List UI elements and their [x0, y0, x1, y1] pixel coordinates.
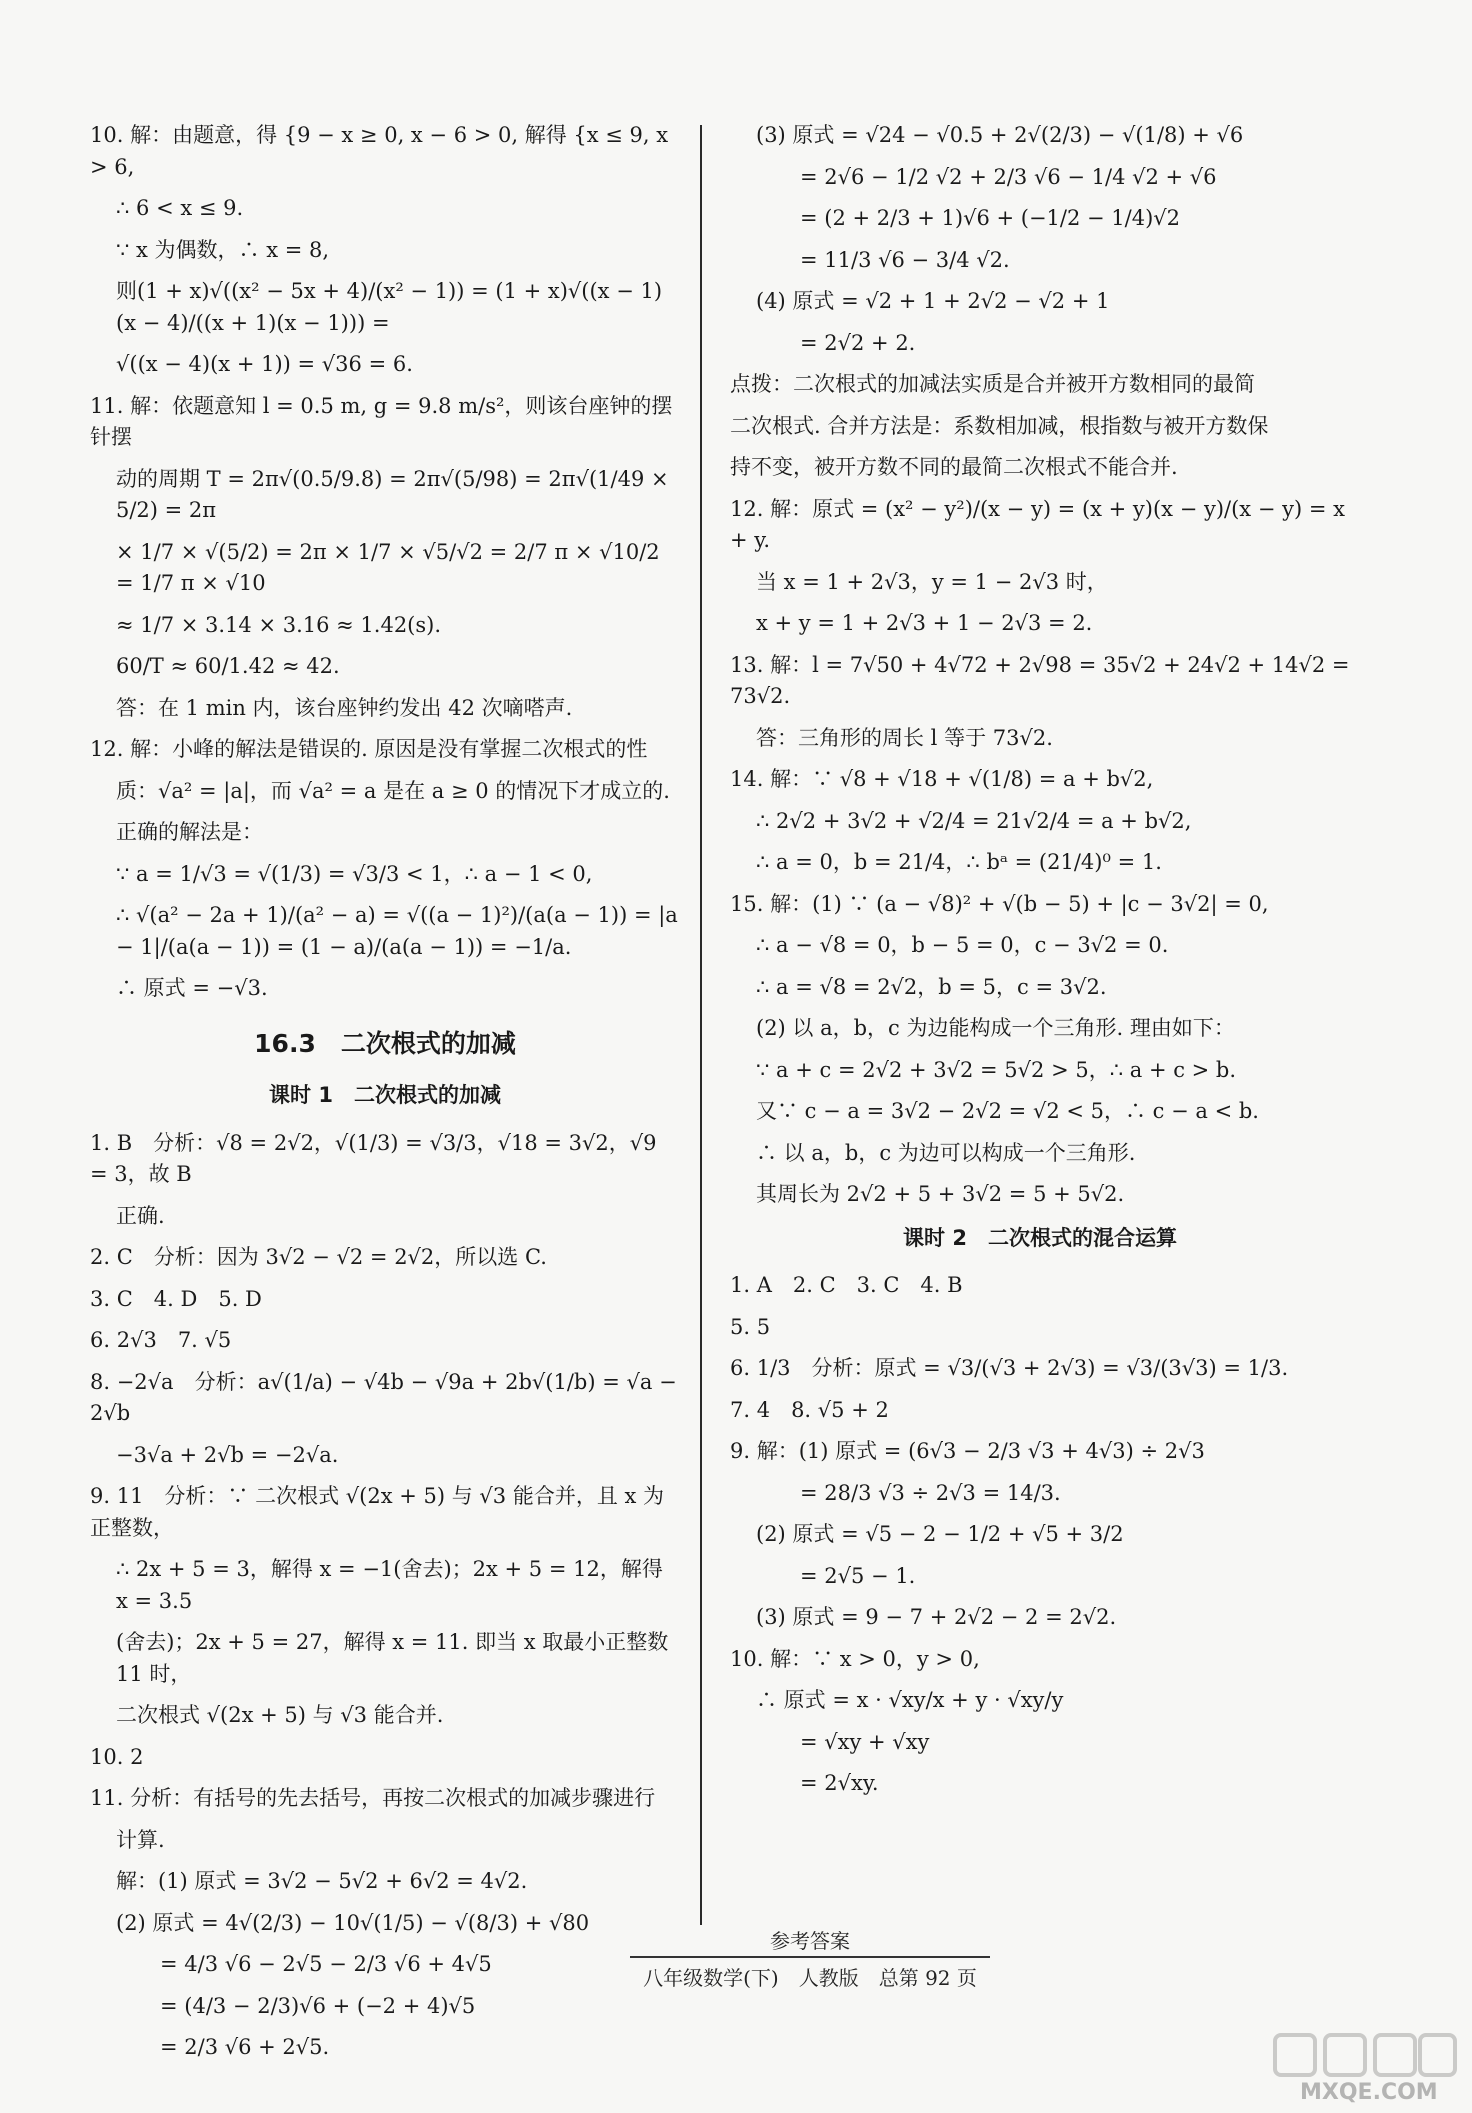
page-footer: [630, 1925, 990, 1991]
right-line: = 28/3 √3 ÷ 2√3 = 14/3.: [800, 1480, 1061, 1505]
left-column: [90, 120, 680, 2074]
right-line: ∴ a = √8 = 2√2，b = 5，c = 3√2.: [756, 974, 1107, 999]
left-line: ∵ x 为偶数，∴ x = 8,: [116, 237, 330, 262]
right-line: = (2 + 2/3 + 1)√6 + (−1/2 − 1/4)√2: [800, 206, 1181, 230]
left-line: ∴ √(a² − 2a + 1)/(a² − a) = √((a − 1)²)/(a(a − 1)) = |a − 1|/(a(a − 1)) = (1 − a)/(a(a − 1)) = −1/a.: [116, 903, 678, 959]
right-line: ∴ a = 0，b = 21/4，∴ bᵃ = (21/4)⁰ = 1.: [756, 850, 1162, 874]
left-line: 答：在 1 min 内，该台座钟约发出 42 次嘀嗒声.: [116, 695, 573, 720]
left-line: = 4/3 √6 − 2√5 − 2/3 √6 + 4√5: [160, 1952, 492, 1976]
left-line: √((x − 4)(x + 1)) = √36 = 6.: [116, 352, 413, 376]
left-line: ∴ 2x + 5 = 3，解得 x = −1(舍去)；2x + 5 = 12，解得 x = 3.5: [116, 1557, 663, 1613]
left-line: (2) 原式 = 4√(2/3) − 10√(1/5) − √(8/3) + √80: [116, 1910, 590, 1935]
right-line: ∴ 以 a，b，c 为边可以构成一个三角形.: [756, 1140, 1136, 1165]
right-line: 5. 5: [730, 1314, 771, 1339]
right-line: 9. 解：(1) 原式 = (6√3 − 2/3 √3 + 4√3) ÷ 2√3: [730, 1439, 1205, 1463]
left-line: 解：(1) 原式 = 3√2 − 5√2 + 6√2 = 4√2.: [116, 1869, 528, 1893]
right-line: (2) 原式 = √5 − 2 − 1/2 + √5 + 3/2: [756, 1522, 1124, 1546]
left-line: (舍去)；2x + 5 = 27，解得 x = 11. 即当 x 取最小正整数 11 时，: [116, 1630, 669, 1686]
right-line: 12. 解：原式 = (x² − y²)/(x − y) = (x + y)(x − y)/(x − y) = x + y.: [730, 496, 1345, 552]
left-line: 9. 11 分析：∵ 二次根式 √(2x + 5) 与 √3 能合并，且 x 为正整数，: [90, 1484, 665, 1540]
right-line: 持不变，被开方数不同的最简二次根式不能合并.: [730, 455, 1178, 479]
footer-title: 参考答案: [630, 1925, 990, 1958]
left-line: 计算.: [116, 1827, 165, 1852]
left-line: 8. −2√a 分析：a√(1/a) − √4b − √9a + 2b√(1/b) = √a − 2√b: [90, 1369, 677, 1425]
right-line: ∴ a − √8 = 0，b − 5 = 0，c − 3√2 = 0.: [756, 933, 1169, 957]
right-line: = 2√5 − 1.: [800, 1563, 916, 1588]
left-line: 11. 分析：有括号的先去括号，再按二次根式的加减步骤进行: [90, 1786, 656, 1810]
left-line: = 2/3 √6 + 2√5.: [160, 2035, 330, 2059]
left-line: 60/T ≈ 60/1.42 ≈ 42.: [116, 654, 340, 678]
footer-subtitle: 八年级数学(下) 人教版 总第 92 页: [643, 1966, 977, 1990]
right-line: 当 x = 1 + 2√3，y = 1 − 2√3 时，: [756, 569, 1108, 594]
column-divider: [700, 125, 702, 1925]
right-line: ∴ 2√2 + 3√2 + √2/4 = 21√2/4 = a + b√2,: [756, 808, 1192, 833]
left-line: 6. 2√3 7. √5: [90, 1328, 232, 1352]
right-line: = 2√xy.: [800, 1771, 879, 1795]
left-line: 质：√a² = |a|，而 √a² = a 是在 a ≥ 0 的情况下才成立的.: [116, 778, 670, 803]
left-line: ∴ 原式 = −√3.: [116, 976, 268, 1000]
right-line: (2) 以 a，b，c 为边能构成一个三角形. 理由如下：: [756, 1016, 1235, 1040]
left-line: ≈ 1/7 × 3.14 × 3.16 ≈ 1.42(s).: [116, 612, 442, 637]
left-line: 则(1 + x)√((x² − 5x + 4)/(x² − 1)) = (1 + x)√((x − 1)(x − 4)/((x + 1)(x − 1))) =: [116, 279, 663, 335]
right-line: = 2√2 + 2.: [800, 330, 916, 355]
right-line: 点拨：二次根式的加减法实质是合并被开方数相同的最简: [730, 372, 1255, 396]
right-line: (3) 原式 = 9 − 7 + 2√2 − 2 = 2√2.: [756, 1605, 1117, 1629]
right-column: [730, 120, 1350, 1810]
left-line: 11. 解：依题意知 l = 0.5 m, g = 9.8 m/s²，则该台座钟的摆针摆: [90, 393, 673, 449]
right-line: 答：三角形的周长 l 等于 73√2.: [756, 725, 1053, 750]
left-line: 动的周期 T = 2π√(0.5/9.8) = 2π√(5/98) = 2π√(1/49 × 5/2) = 2π: [116, 466, 669, 522]
left-line: ∴ 6 < x ≤ 9.: [116, 196, 244, 220]
right-line: 1. A 2. C 3. C 4. B: [730, 1273, 963, 1297]
left-line: 1. B 分析：√8 = 2√2，√(1/3) = √3/3，√18 = 3√2，√9 = 3，故 B: [90, 1130, 657, 1186]
left-line: 3. C 4. D 5. D: [90, 1286, 262, 1311]
lesson-2-title: 课时 2 二次根式的混合运算: [903, 1225, 1177, 1250]
right-line: 6. 1/3 分析：原式 = √3/(√3 + 2√3) = √3/(3√3) = 1/3.: [730, 1356, 1289, 1380]
left-line: = (4/3 − 2/3)√6 + (−2 + 4)√5: [160, 1993, 476, 2018]
right-line: x + y = 1 + 2√3 + 1 − 2√3 = 2.: [756, 611, 1093, 635]
left-line: × 1/7 × √(5/2) = 2π × 1/7 × √5/√2 = 2/7 π × √10/2 = 1/7 π × √10: [116, 539, 660, 595]
right-line: 二次根式. 合并方法是：系数相加减，根指数与被开方数保: [730, 413, 1269, 438]
lesson-1-title: 课时 1 二次根式的加减: [269, 1083, 501, 1107]
left-line: 正确.: [116, 1203, 165, 1228]
watermark-text: MXQE.COM: [1300, 2080, 1438, 2105]
left-line: 10. 解：由题意，得 {9 − x ≥ 0, x − 6 > 0, 解得 {x ≤ 9, x > 6,: [90, 123, 669, 179]
right-line: 13. 解：l = 7√50 + 4√72 + 2√98 = 35√2 + 24√2 + 14√2 = 73√2.: [730, 652, 1350, 708]
right-line: = 2√6 − 1/2 √2 + 2/3 √6 − 1/4 √2 + √6: [800, 164, 1217, 189]
right-line: 7. 4 8. √5 + 2: [730, 1397, 889, 1422]
right-line: (3) 原式 = √24 − √0.5 + 2√(2/3) − √(1/8) + √6: [756, 123, 1244, 147]
right-line: ∴ 原式 = x · √xy/x + y · √xy/y: [756, 1688, 1064, 1712]
right-line: 15. 解：(1) ∵ (a − √8)² + √(b − 5) + |c − 3√2| = 0,: [730, 891, 1269, 916]
right-line: = √xy + √xy: [800, 1729, 930, 1754]
right-line: ∵ a + c = 2√2 + 3√2 = 5√2 > 5，∴ a + c > b.: [756, 1057, 1237, 1082]
right-line: = 11/3 √6 − 3/4 √2.: [800, 247, 1010, 272]
right-line: (4) 原式 = √2 + 1 + 2√2 − √2 + 1: [756, 289, 1110, 313]
right-line: 14. 解：∵ √8 + √18 + √(1/8) = a + b√2,: [730, 767, 1154, 791]
section-title: 16.3 二次根式的加减: [254, 1028, 516, 1058]
left-line: 正确的解法是：: [116, 820, 263, 844]
right-line: 又∵ c − a = 3√2 − 2√2 = √2 < 5，∴ c − a < b.: [756, 1099, 1259, 1123]
left-line: ∵ a = 1/√3 = √(1/3) = √3/3 < 1，∴ a − 1 < 0,: [116, 861, 593, 886]
left-line: 12. 解：小峰的解法是错误的. 原因是没有掌握二次根式的性: [90, 737, 648, 761]
right-line: 10. 解：∵ x > 0，y > 0,: [730, 1646, 980, 1671]
left-line: 10. 2: [90, 1744, 144, 1769]
left-line: 二次根式 √(2x + 5) 与 √3 能合并.: [116, 1703, 444, 1727]
left-line: 2. C 分析：因为 3√2 − √2 = 2√2，所以选 C.: [90, 1245, 547, 1269]
right-line: 其周长为 2√2 + 5 + 3√2 = 5 + 5√2.: [756, 1182, 1125, 1206]
left-line: −3√a + 2√b = −2√a.: [116, 1442, 339, 1467]
